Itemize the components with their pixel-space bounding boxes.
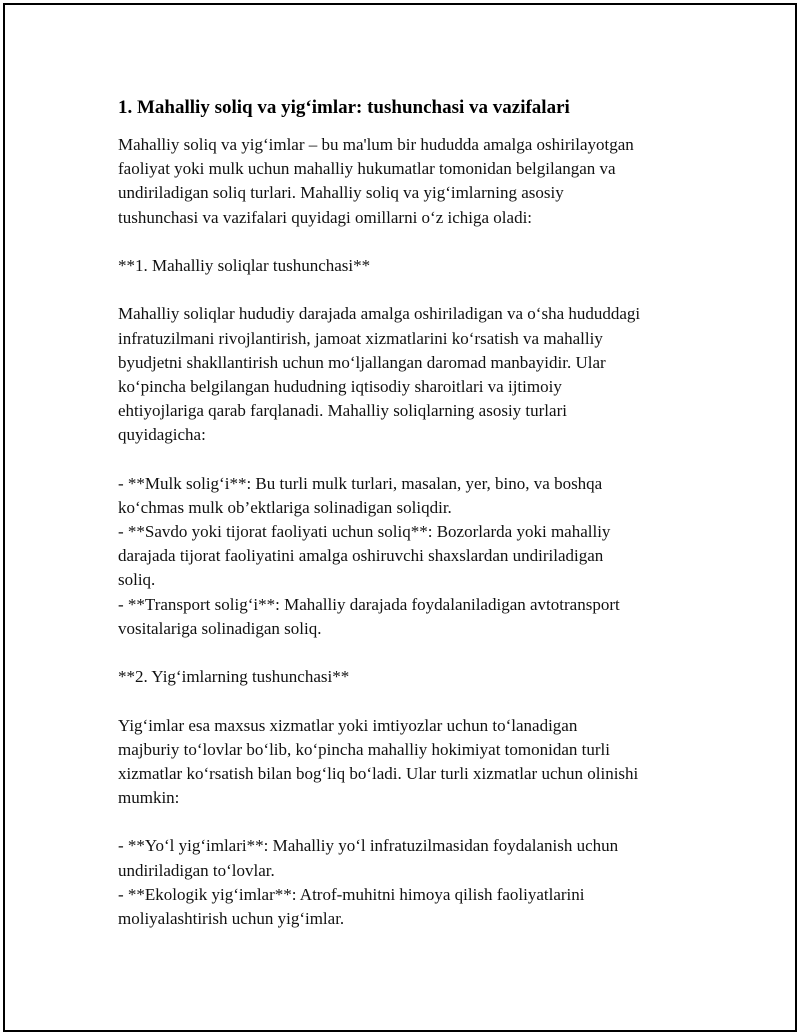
list-item-property-tax — [118, 472, 640, 520]
intro-paragraph — [118, 133, 640, 230]
text-line: faoliyat yoki mulk uchun mahalliy hukumatlar tomonidan belgilangan va — [118, 159, 616, 179]
text-line: byudjetni shakllantirish uchun mo‘ljallangan daromad manbayidir. Ular — [118, 352, 606, 372]
text-line: ko‘pincha belgilangan hududning iqtisodiy sharoitlari va ijtimoiy — [118, 376, 562, 396]
text-line: - **Savdo yoki tijorat faoliyati uchun soliq**: Bozorlarda yoki mahalliy — [118, 522, 611, 541]
text-line: ko‘chmas mulk ob’ektlariga solinadigan soliqdir. — [118, 497, 452, 517]
text-line: - **Yo‘l yig‘imlari**: Mahalliy yo‘l infratuzilmasidan foydalanish uchun — [118, 836, 619, 856]
text-line: Mahalliy soliqlar hududiy darajada amalga oshiriladigan va o‘sha hududdagi — [118, 304, 641, 324]
text-line: mumkin: — [118, 788, 180, 808]
text-line: - **Ekologik yig‘imlar**: Atrof-muhitni himoya qilish faoliyatlarini — [118, 884, 585, 904]
list-item-ecological-fees — [118, 883, 640, 931]
text-line: tushunchasi va vazifalari quyidagi omillarni o‘z ichiga oladi: — [118, 207, 533, 227]
section-2-paragraph — [118, 714, 640, 811]
text-line: quyidagicha: — [118, 425, 206, 445]
list-item-trade-tax — [118, 520, 640, 593]
document-page — [118, 96, 640, 955]
section-1-list — [118, 472, 640, 641]
text-line: darajada tijorat faoliyatini amalga oshiruvchi shaxslardan undiriladigan — [118, 546, 604, 566]
text-line: ehtiyojlariga qarab farqlanadi. Mahalliy soliqlarning asosiy turlari — [118, 401, 567, 421]
document-title: 1. Mahalliy soliq va yig‘imlar: tushunchasi va vazifalari — [118, 97, 570, 118]
text-line: Yig‘imlar esa maxsus xizmatlar yoki imtiyozlar uchun to‘lanadigan — [118, 715, 578, 735]
section-1-heading: **1. Mahalliy soliqlar tushunchasi** — [118, 255, 371, 275]
text-line: undiriladigan soliq turlari. Mahalliy soliq va yig‘imlarning asosiy — [118, 183, 564, 203]
text-line: - **Mulk solig‘i**: Bu turli mulk turlari, masalan, yer, bino, va boshqa — [118, 473, 603, 493]
text-line: undiriladigan to‘lovlar. — [118, 860, 275, 880]
text-line: Mahalliy soliq va yig‘imlar – bu ma'lum bir hududda amalga oshirilayotgan — [118, 135, 634, 154]
text-line: - **Transport solig‘i**: Mahalliy darajada foydalaniladigan avtotransport — [118, 594, 620, 614]
text-line: infratuzilmani rivojlantirish, jamoat xizmatlarini ko‘rsatish va mahalliy — [118, 328, 603, 348]
text-line: soliq. — [118, 570, 156, 590]
section-2-list — [118, 834, 640, 931]
list-item-road-fees — [118, 834, 640, 882]
text-line: majburiy to‘lovlar bo‘lib, ko‘pincha mahalliy hokimiyat tomonidan turli — [118, 739, 610, 759]
text-line: moliyalashtirish uchun yig‘imlar. — [118, 909, 345, 928]
section-1-paragraph — [118, 302, 640, 447]
text-line: xizmatlar ko‘rsatish bilan bog‘liq bo‘ladi. Ular turli xizmatlar uchun olinishi — [118, 763, 639, 783]
list-item-transport-tax — [118, 593, 640, 641]
section-2-heading: **2. Yig‘imlarning tushunchasi** — [118, 667, 350, 687]
text-line: vositalariga solinadigan soliq. — [118, 618, 322, 638]
